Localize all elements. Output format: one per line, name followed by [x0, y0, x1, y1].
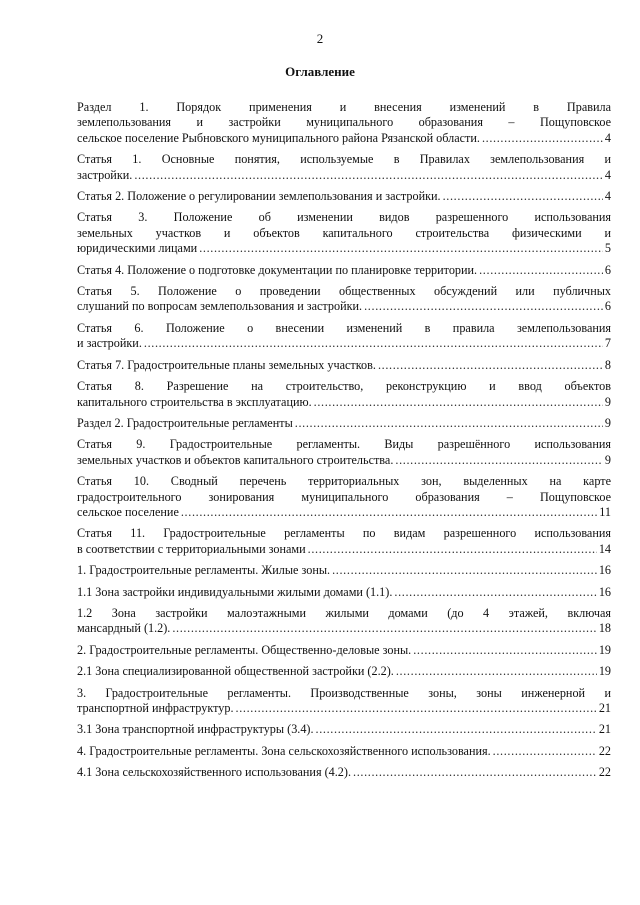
toc-entry-last-line [77, 358, 611, 373]
toc-entry-text: сельское поселение Рыбновского муниципального района Рязанской области. [77, 130, 480, 145]
toc-entry-text: Статья 7. Градостроительные планы земельных участков. [77, 357, 376, 372]
toc-entry-last-line [77, 542, 611, 557]
toc-entry-last-line [77, 722, 611, 737]
toc-entry-last-line [77, 701, 611, 716]
toc-entry-text: сельское поселение [77, 504, 179, 519]
toc-page-number: 22 [598, 743, 611, 758]
toc-page-number: 9 [604, 452, 611, 467]
dot-leader [394, 585, 596, 600]
toc-entry-line: Статья 6. Положение о внесении изменений в правила землепользования [77, 320, 611, 335]
table-of-contents [77, 100, 611, 787]
toc-page-number: 5 [604, 241, 611, 256]
toc-entry[interactable] [77, 210, 611, 256]
toc-entry[interactable] [77, 606, 611, 637]
dot-leader [134, 168, 603, 183]
toc-page-number: 22 [598, 765, 611, 780]
toc-entry-last-line [77, 765, 611, 780]
toc-entry-last-line [77, 744, 611, 759]
toc-entry-text: 2.1 Зона специализированной общественной застройки (2.2). [77, 664, 394, 679]
dot-leader [308, 542, 597, 557]
dot-leader [332, 563, 597, 578]
toc-page-number: 21 [598, 701, 611, 715]
toc-entry-last-line [77, 168, 611, 183]
toc-entry-text: юридическими лицами [77, 241, 198, 256]
toc-entry-line: Статья 5. Положение о проведении общественных обсуждений или публичных [77, 284, 611, 299]
toc-entry-line: земельных участков и объектов капитального строительства физическими и [77, 225, 611, 240]
dot-leader [364, 299, 603, 314]
toc-entry-line: градостроительного зонирования муниципального образования – Пощуповское [77, 489, 611, 504]
dot-leader [482, 131, 603, 146]
toc-entry-text: транспортной инфраструктур. [77, 701, 234, 715]
toc-entry[interactable] [77, 379, 611, 410]
toc-entry-last-line [77, 189, 611, 204]
dot-leader [172, 621, 596, 636]
toc-entry[interactable] [77, 765, 611, 780]
toc-entry-last-line [77, 416, 611, 431]
toc-entry-line: Статья 9. Градостроительные регламенты. Виды разрешённого использования [77, 437, 611, 452]
dot-leader [479, 263, 603, 278]
toc-entry-text: слушаний по вопросам землепользования и застройки. [77, 299, 363, 314]
toc-entry-line: 1.2 Зона застройки малоэтажными жилыми домами (до 4 этажей, включая [77, 605, 611, 620]
toc-entry[interactable] [77, 100, 611, 146]
toc-entry-last-line [77, 505, 611, 520]
toc-page-number: 18 [598, 621, 611, 636]
toc-page-number: 6 [604, 299, 611, 314]
dot-leader [493, 744, 597, 759]
dot-leader [295, 416, 603, 431]
toc-entry-last-line [77, 263, 611, 278]
toc-page-number: 16 [598, 584, 611, 599]
toc-entry[interactable] [77, 474, 611, 520]
toc-entry[interactable] [77, 284, 611, 315]
dot-leader [144, 336, 603, 351]
dot-leader [199, 241, 603, 256]
page-number: 2 [316, 31, 324, 46]
toc-entry[interactable] [77, 563, 611, 578]
toc-page-number: 21 [598, 722, 611, 737]
toc-entry-text: капитального строительства в эксплуатацию. [77, 394, 312, 409]
toc-entry-line: землепользования и застройки муниципального образования – Пощуповское [77, 115, 611, 130]
dot-leader [181, 505, 597, 520]
dot-leader [316, 722, 597, 737]
toc-entry-text: 4. Градостроительные регламенты. Зона сельскохозяйственного использования. [77, 743, 491, 758]
toc-entry[interactable] [77, 526, 611, 557]
toc-page-number: 9 [604, 415, 611, 430]
toc-entry[interactable] [77, 189, 611, 204]
toc-entry[interactable] [77, 744, 611, 759]
toc-entry-text: мансардный (1.2). [77, 621, 171, 636]
toc-entry-text: Статья 4. Положение о подготовке документации по планировке территории. [77, 262, 478, 277]
toc-entry[interactable] [77, 437, 611, 468]
toc-entry-text: застройки. [77, 167, 133, 182]
toc-entry-line: Статья 3. Положение об изменении видов разрешенного использования [77, 210, 611, 225]
toc-entry-text: 4.1 Зона сельскохозяйственного использования (4.2). [77, 765, 351, 780]
toc-entry[interactable] [77, 416, 611, 431]
toc-entry-text: Раздел 2. Градостроительные регламенты [77, 415, 293, 430]
dot-leader [443, 189, 603, 204]
toc-page-number: 9 [604, 394, 611, 409]
toc-entry[interactable] [77, 686, 611, 717]
toc-entry-line: 3. Градостроительные регламенты. Производственные зоны, зоны инженерной и [77, 685, 611, 700]
toc-entry-last-line [77, 131, 611, 146]
toc-entry-last-line [77, 643, 611, 658]
toc-entry-text: 3.1 Зона транспортной инфраструктуры (3.4). [77, 722, 314, 737]
dot-leader [396, 664, 597, 679]
toc-page-number: 11 [599, 504, 611, 519]
toc-entry-text: в соответствии с территориальными зонами [77, 541, 306, 556]
toc-entry-last-line [77, 299, 611, 314]
toc-entry-line: Статья 10. Сводный перечень территориальных зон, выделенных на карте [77, 474, 611, 489]
dot-leader [378, 358, 603, 373]
toc-page-number: 6 [604, 262, 611, 277]
toc-entry[interactable] [77, 722, 611, 737]
toc-entry-line: Статья 8. Разрешение на строительство, реконструкцию и ввод объектов [77, 379, 611, 394]
toc-entry-text: земельных участков и объектов капитального строительства. [77, 452, 394, 467]
toc-entry-text: 1.1 Зона застройки индивидуальными жилыми домами (1.1). [77, 584, 393, 599]
toc-entry[interactable] [77, 321, 611, 352]
toc-entry-line: Раздел 1. Порядок применения и внесения изменений в Правила [77, 100, 611, 114]
dot-leader [413, 643, 597, 658]
toc-entry-line: Статья 1. Основные понятия, используемые в Правилах землепользования и [77, 152, 611, 167]
toc-page-number: 4 [604, 189, 611, 204]
toc-entry[interactable] [77, 358, 611, 373]
toc-page-number: 4 [604, 130, 611, 145]
toc-entry[interactable] [77, 643, 611, 658]
dot-leader [353, 765, 597, 780]
toc-entry[interactable] [77, 585, 611, 600]
toc-page-number: 14 [598, 541, 611, 556]
toc-page-number: 19 [598, 664, 611, 679]
toc-entry-text: Статья 2. Положение о регулировании землепользования и застройки. [77, 189, 441, 204]
toc-entry[interactable] [77, 152, 611, 183]
toc-entry[interactable] [77, 263, 611, 278]
toc-entry-last-line [77, 241, 611, 256]
toc-entry-last-line [77, 585, 611, 600]
toc-page-number: 7 [604, 336, 611, 351]
toc-entry-line: Статья 11. Градостроительные регламенты по видам разрешенного использования [77, 526, 611, 541]
toc-entry-last-line [77, 563, 611, 578]
dot-leader [236, 701, 597, 716]
toc-entry[interactable] [77, 664, 611, 679]
toc-page-number: 4 [604, 167, 611, 182]
toc-entry-text: и застройки. [77, 336, 142, 351]
toc-entry-last-line [77, 453, 611, 468]
toc-entry-text: 2. Градостроительные регламенты. Общественно-деловые зоны. [77, 642, 412, 657]
toc-title: Оглавление [285, 64, 355, 79]
toc-page-number: 19 [598, 642, 611, 657]
toc-entry-last-line [77, 621, 611, 636]
toc-page-number: 16 [598, 563, 611, 578]
dot-leader [395, 453, 603, 468]
toc-page-number: 8 [604, 357, 611, 372]
toc-entry-text: 1. Градостроительные регламенты. Жилые зоны. [77, 563, 331, 578]
toc-entry-last-line [77, 336, 611, 351]
dot-leader [314, 395, 603, 410]
toc-entry-last-line [77, 395, 611, 410]
toc-entry-last-line [77, 664, 611, 679]
